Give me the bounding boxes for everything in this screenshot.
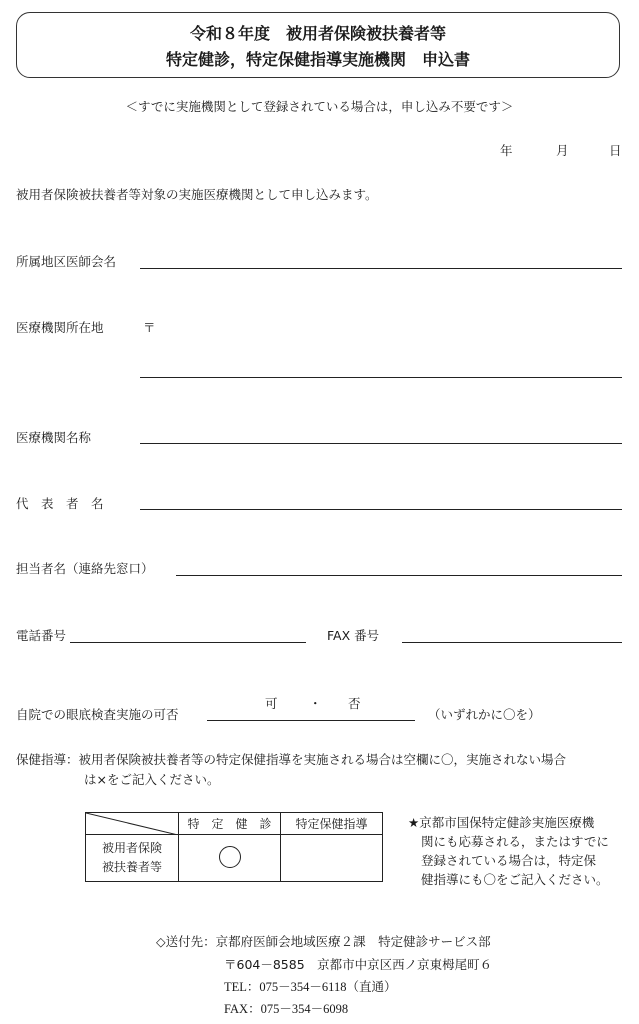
- guidance-line1: 保健指導：被用者保険被扶養者等の特定保健指導を実施される場合は空欄に〇，実施されない場合: [16, 752, 567, 767]
- date-year-label: 年: [500, 143, 513, 158]
- star-note-line4: 健指導にも〇をご記入ください。: [421, 872, 609, 887]
- row-label-line2: 被扶養者等: [101, 860, 162, 874]
- intro-text: 被用者保険被扶養者等対象の実施医療機関として申し込みます。: [16, 187, 378, 202]
- form-title-line1: 令和８年度 被用者保険被扶養者等: [189, 24, 446, 43]
- sendto-fax: FAX：075－354－6098: [224, 1002, 349, 1016]
- star-note-line1: ★京都市国保特定健診実施医療機: [408, 815, 595, 830]
- representative-input-line[interactable]: [140, 509, 622, 510]
- district-input-line[interactable]: [140, 268, 622, 269]
- district-label: 所属地区医師会名: [16, 254, 117, 269]
- form-title-line2: 特定健診，特定保健指導実施機関 申込書: [165, 50, 470, 69]
- fax-label: FAX 番号: [327, 628, 380, 643]
- star-note-line3: 登録されている場合は，特定保: [421, 853, 597, 868]
- institution-name-label: 医療機関名称: [16, 430, 92, 445]
- no-need-note: ＜すでに実施機関として登録されている場合は，申し込み不要です＞: [125, 99, 514, 114]
- fundus-note: （いずれかに〇を）: [428, 707, 541, 722]
- date-day-label: 日: [609, 143, 622, 158]
- fundus-no-option[interactable]: 否: [348, 696, 361, 711]
- fundus-yes-option[interactable]: 可: [265, 696, 278, 711]
- guidance-table: [85, 812, 383, 882]
- table-row-label: [86, 835, 179, 882]
- title-box: [16, 12, 620, 78]
- table-cell-guidance[interactable]: [281, 835, 383, 882]
- sendto-tel: TEL：075－354－6118（直通）: [224, 980, 397, 994]
- institution-name-input-line[interactable]: [140, 443, 622, 444]
- representative-label: 代 表 者 名: [16, 496, 104, 511]
- fundus-input-line[interactable]: [207, 720, 415, 721]
- contact-input-line[interactable]: [176, 575, 622, 576]
- diagonal-line: [86, 813, 178, 835]
- fundus-label: 自院での眼底検査実施の可否: [16, 707, 179, 722]
- address-input-line[interactable]: [140, 377, 622, 378]
- fax-input-line[interactable]: [402, 642, 622, 643]
- sendto-postal: 〒604－8585 京都市中京区西ノ京東栂尾町６: [224, 957, 493, 972]
- sendto-label: ◇送付先：京都府医師会地域医療２課 特定健診サービス部: [156, 934, 491, 949]
- postal-mark: 〒: [143, 320, 156, 335]
- fundus-dot: ・: [309, 696, 322, 711]
- star-note: [408, 813, 609, 889]
- table-corner-cell: [86, 813, 179, 835]
- table-cell-checkup[interactable]: [179, 835, 281, 882]
- guidance-line2: は×をご記入ください。: [84, 772, 220, 787]
- contact-label: 担当者名（連絡先窓口）: [16, 561, 154, 576]
- phone-label: 電話番号: [16, 628, 67, 643]
- table-header-checkup: 特 定 健 診: [179, 813, 281, 835]
- table-header-guidance: 特定保健指導: [281, 813, 383, 835]
- address-label: 医療機関所在地: [16, 320, 104, 335]
- phone-input-line[interactable]: [70, 642, 306, 643]
- row-label-line1: 被用者保険: [101, 841, 162, 855]
- circle-mark: [219, 846, 241, 868]
- date-month-label: 月: [556, 143, 569, 158]
- star-note-line2: 関にも応募される，またはすでに: [421, 834, 609, 849]
